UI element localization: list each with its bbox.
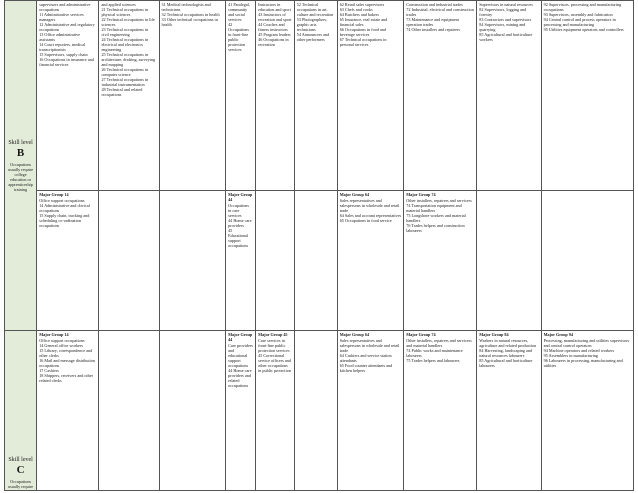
occupation-item: 93 Supervisors, assembly and fabrication <box>543 12 613 17</box>
cell-b-lower <box>404 191 477 331</box>
occupation-item: Care providers and educational support occupations <box>228 343 253 368</box>
occupation-item: 65 Occupations in food service <box>339 218 392 223</box>
occupation-item: 67 Technical occupations in personal services <box>339 37 387 47</box>
occupation-item: 23 Technical occupations in civil engineering <box>101 27 149 37</box>
cell-b-lower <box>337 191 404 331</box>
cell-b-lower <box>541 191 633 331</box>
occupation-item: Workers in natural resources, agriculture and related production <box>479 338 537 348</box>
occupation-item: 22 Technical occupations in life sciences <box>101 17 155 27</box>
occupation-item: 74 Transportation equipment and material handlers <box>406 203 462 213</box>
cell-b-upper <box>541 1 633 191</box>
occupation-item: Care services in front-line public protection services <box>258 338 290 353</box>
occupation-item: 74 Other installers and repairers <box>406 27 460 32</box>
occupation-item: 64 Cashiers and service station attendants <box>339 353 392 363</box>
occupation-item: Sales representatives and salespersons in wholesale and retail trade <box>339 198 400 213</box>
cell-b-upper <box>226 1 256 191</box>
occupation-item: 45 Program leaders <box>258 32 291 37</box>
cell-b-upper <box>37 1 99 191</box>
cell-b-lower <box>226 191 256 331</box>
cell-b-lower <box>159 191 226 331</box>
major-group-title: Major Group 14 <box>39 192 69 197</box>
occupation-item: 44 Coaches and fitness instructors <box>258 22 288 32</box>
occupation-item: 11 Administrative services managers <box>39 12 84 22</box>
occupation-item: 44 Home care providers and related occupations <box>228 368 252 388</box>
cell-b-upper <box>294 1 337 191</box>
skill-level-b-letter: B <box>16 146 25 159</box>
occupation-item: 15 Supervisors, supply chain <box>39 52 88 57</box>
major-group-title: Major Group 84 <box>479 332 509 337</box>
occupation-item: 64 Butchers and bakers <box>339 12 379 17</box>
occupation-item: 94 Machine operators and related workers <box>543 348 615 353</box>
occupation-item: 92 Supervisors, processing and manufacturing occupations <box>543 2 622 12</box>
occupation-item: 14 Court reporters, medical transcriptionists <box>39 42 86 52</box>
skill-level-b-desc: Occupations usually require college education or apprenticeship training <box>8 161 34 192</box>
occupation-item: 43 Instructors of recreation and sport <box>258 12 292 22</box>
noc-skill-matrix <box>4 0 634 491</box>
skill-level-c-letter: C <box>16 464 25 476</box>
occupation-item: 62 Retail sales supervisors <box>339 2 385 7</box>
occupation-item: 76 Trades helpers and construction labourers <box>406 223 465 233</box>
occupation-item: 95 Assemblers in manufacturing <box>543 353 598 358</box>
occupation-item: 45 Educational support occupations <box>228 228 249 248</box>
occupation-item: supervisors and administrative occupations <box>39 2 91 12</box>
cell-b-upper <box>256 1 295 191</box>
occupation-item: Construction and industrial trades <box>406 2 463 7</box>
cell-b-lower <box>256 191 295 331</box>
occupation-item: 73 Maintenance and equipment operation trades <box>406 17 459 27</box>
occupation-item: 84 Harvesting, landscaping and natural resources labourers <box>479 348 533 358</box>
major-group-title: Major Group 44 <box>228 332 253 342</box>
occupation-item: 15 Supply chain, tracking and scheduling co-ordination occupations <box>39 213 90 228</box>
cell-c <box>159 331 226 491</box>
occupation-item: Other installers, repairers and servicers <box>406 198 472 203</box>
cell-b-upper <box>404 1 477 191</box>
occupation-item: 75 Longshore workers and material handlers <box>406 213 466 223</box>
major-group-title: Major Group 94 <box>543 332 573 337</box>
occupation-item: Other installers, repairers and servicers and material handlers <box>406 338 472 348</box>
cell-b-lower <box>99 191 159 331</box>
occupation-item: Occupations in care services <box>228 203 250 218</box>
skill-level-c-title: Skill level <box>8 457 33 463</box>
row-b-lower <box>5 191 634 331</box>
occupation-item: 63 Chefs and cooks <box>339 7 373 12</box>
occupation-item: 27 Technical occupations in industrial instrumentation <box>101 77 149 87</box>
skill-level-c-desc: Occupations usually require <box>8 479 34 489</box>
major-group-title: Major Group 74 <box>406 192 436 197</box>
occupation-item: 75 Trades helpers and labourers <box>406 358 460 363</box>
occupation-item: 41 Paralegal, community and social services <box>228 2 250 22</box>
cell-b-lower <box>37 191 99 331</box>
cell-b-upper <box>99 1 159 191</box>
occupation-item: 72 Industrial, electrical and construction trades <box>406 7 474 17</box>
occupation-item: 12 Administrative and regulatory occupations <box>39 22 95 32</box>
major-group-title: Major Group 64 <box>339 332 370 337</box>
occupation-item: 65 Food counter attendants and kitchen helpers <box>339 363 393 373</box>
occupation-item: 53 Photographers, graphic arts technicians <box>296 17 328 32</box>
occupation-item: 26 Technical occupations in computer science <box>101 67 149 77</box>
major-group-title: Major Group 44 <box>228 192 253 202</box>
cell-c <box>256 331 295 491</box>
major-group-title: Major Group 14 <box>39 332 69 337</box>
cell-b-lower <box>294 191 337 331</box>
occupation-item: Instructors in education and sport <box>258 2 291 12</box>
occupation-item: 64 Sales and account representatives <box>339 213 402 218</box>
cell-c <box>99 331 159 491</box>
occupation-item: Sales representatives and salespersons in wholesale and retail trade <box>339 338 400 353</box>
occupation-item: 42 Occupations in front-line public protection services <box>228 22 250 52</box>
skill-level-b-title: Skill level <box>8 139 33 146</box>
occupation-item: 32 Technical occupations in health <box>161 12 220 17</box>
occupation-item: 94 Central control and process operators in processing and manufacturing <box>543 17 616 27</box>
occupation-item: 21 Technical occupations in physical sciences <box>101 7 149 17</box>
major-group-title: Major Group 45 <box>258 332 288 337</box>
occupation-item: 46 Occupations in recreation <box>258 37 289 47</box>
occupation-item: 16 Occupations in insurance and financial services <box>39 57 94 67</box>
cell-c <box>477 331 541 491</box>
occupation-item: 44 Home care providers <box>228 218 252 228</box>
occupation-item: 52 Technical occupations in art, culture and recreation <box>296 2 334 17</box>
cell-b-upper <box>477 1 541 191</box>
occupation-item: 85 Agricultural and horticulture workers <box>479 32 533 42</box>
row-c <box>5 331 634 491</box>
occupation-item: 96 Labourers in processing, manufacturing and utilities <box>543 358 623 368</box>
occupation-item: 25 Technical occupations in architecture, drafting, surveying and mapping <box>101 52 156 67</box>
cell-c <box>37 331 99 491</box>
occupation-item: Supervisors in natural resources <box>479 2 533 7</box>
occupation-item: 74 Public works and maintenance labourers <box>406 348 463 358</box>
major-group-title: Major Group 74 <box>406 332 436 337</box>
occupation-item: 31 Medical technologists and technicians <box>161 2 211 12</box>
occupation-item: 16 Mail and message distribution occupations <box>39 358 96 368</box>
cell-b-upper <box>337 1 404 191</box>
occupation-item: and applied sciences <box>101 2 136 7</box>
occupation-item: 54 Announcers and other performers <box>296 32 330 42</box>
occupation-item: 15 Library, correspondence and other clerks <box>39 348 93 358</box>
occupation-item: 65 Insurance, real estate and financial sales <box>339 17 388 27</box>
major-group-title: Major Group 64 <box>339 192 370 197</box>
cell-c <box>404 331 477 491</box>
occupation-item: 83 Contractors and supervisors <box>479 17 532 22</box>
cell-b-upper <box>159 1 226 191</box>
cell-c <box>226 331 256 491</box>
skill-level-c <box>5 331 37 491</box>
occupation-item: Office support occupations <box>39 198 85 203</box>
occupation-item: 13 Office administrative assistants <box>39 32 81 42</box>
occupation-item: 28 Technical and related occupations <box>101 87 143 97</box>
cell-b-lower <box>477 191 541 331</box>
occupation-item: 95 Utilities equipment operators and controllers <box>543 27 624 32</box>
occupation-item: 82 Supervisors, logging and forestry <box>479 7 527 17</box>
occupation-item: 14 Administrative and clerical occupations <box>39 203 90 213</box>
occupation-item: Processing, manufacturing and utilities supervisors and central control operators <box>543 338 630 348</box>
cell-c <box>294 331 337 491</box>
occupation-item: 85 Agricultural and horticulture labourers <box>479 358 533 368</box>
occupation-item: 18 Shippers, receivers and other related clerks <box>39 373 94 383</box>
cell-c <box>337 331 404 491</box>
occupation-item: 66 Occupations in food and beverage services <box>339 27 386 37</box>
row-b-upper <box>5 1 634 191</box>
occupation-item: 17 Cashiers <box>39 368 59 373</box>
occupation-item: Office support occupations <box>39 338 85 343</box>
occupation-item: 24 Technical occupations in electrical and electronics engineering <box>101 37 149 52</box>
skill-level-b <box>5 1 37 331</box>
occupation-item: 45 Correctional service officers and other occupations in public protection <box>258 353 291 373</box>
occupation-item: 84 Supervisors, mining and quarrying <box>479 22 526 32</box>
cell-c <box>541 331 633 491</box>
occupation-item: 33 Other technical occupations in health <box>161 17 218 27</box>
occupation-item: 14 General office workers <box>39 343 83 348</box>
